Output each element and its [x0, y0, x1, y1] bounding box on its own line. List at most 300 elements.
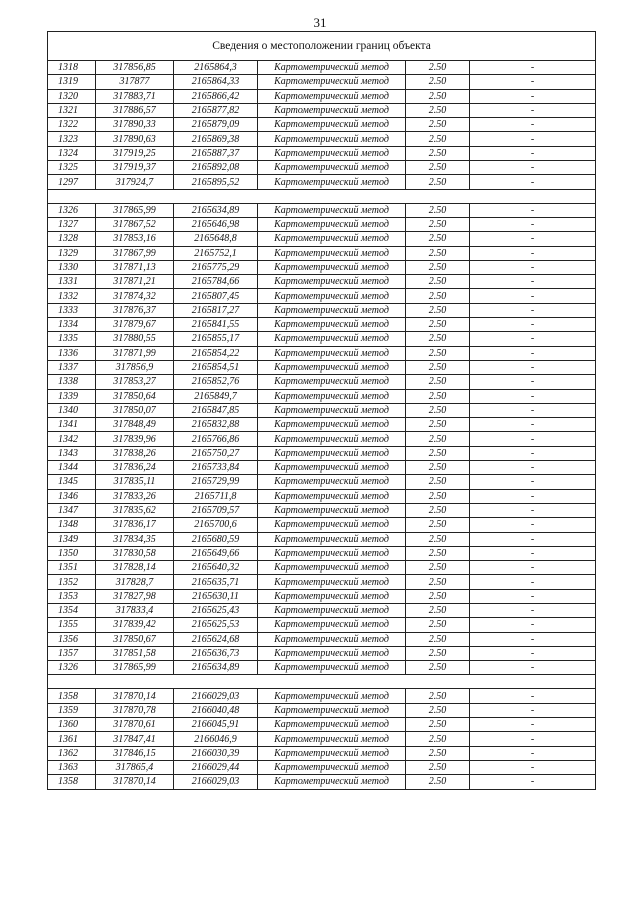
table-row: [48, 260, 596, 274]
y-coordinate-cell: 2165877,82: [174, 103, 258, 117]
description-cell: -: [470, 775, 596, 789]
description-cell: -: [470, 246, 596, 260]
description-cell: -: [470, 318, 596, 332]
accuracy-cell: 2.50: [406, 346, 470, 360]
table-row: [48, 503, 596, 517]
point-number-cell: 1322: [48, 118, 96, 132]
y-coordinate-cell: 2165784,66: [174, 275, 258, 289]
y-coordinate-cell: 2165729,99: [174, 475, 258, 489]
description-cell: -: [470, 632, 596, 646]
y-coordinate-cell: 2165648,8: [174, 232, 258, 246]
y-coordinate-cell: 2166046,9: [174, 732, 258, 746]
accuracy-cell: 2.50: [406, 760, 470, 774]
x-coordinate-cell: 317883,71: [96, 89, 174, 103]
y-coordinate-cell: 2165646,98: [174, 217, 258, 231]
table-row: [48, 61, 596, 75]
method-cell: Картометрический метод: [258, 732, 406, 746]
accuracy-cell: 2.50: [406, 260, 470, 274]
x-coordinate-cell: 317924,7: [96, 175, 174, 189]
accuracy-cell: 2.50: [406, 603, 470, 617]
table-row: [48, 418, 596, 432]
description-cell: -: [470, 489, 596, 503]
method-cell: Картометрический метод: [258, 446, 406, 460]
description-cell: -: [470, 346, 596, 360]
description-cell: -: [470, 760, 596, 774]
title-row: [48, 32, 596, 61]
table-row: [48, 232, 596, 246]
table-row: [48, 103, 596, 117]
y-coordinate-cell: 2165733,84: [174, 461, 258, 475]
table-row: [48, 760, 596, 774]
description-cell: -: [470, 732, 596, 746]
accuracy-cell: 2.50: [406, 446, 470, 460]
accuracy-cell: 2.50: [406, 432, 470, 446]
page-number: 31: [313, 15, 327, 30]
point-number-cell: 1326: [48, 203, 96, 217]
table-row: [48, 432, 596, 446]
method-cell: Картометрический метод: [258, 289, 406, 303]
description-cell: -: [470, 475, 596, 489]
x-coordinate-cell: 317850,64: [96, 389, 174, 403]
x-coordinate-cell: 317865,99: [96, 661, 174, 675]
point-number-cell: 1297: [48, 175, 96, 189]
method-cell: Картометрический метод: [258, 318, 406, 332]
method-cell: Картометрический метод: [258, 332, 406, 346]
x-coordinate-cell: 317839,96: [96, 432, 174, 446]
y-coordinate-cell: 2165636,73: [174, 646, 258, 660]
x-coordinate-cell: 317850,67: [96, 632, 174, 646]
x-coordinate-cell: 317871,21: [96, 275, 174, 289]
point-number-cell: 1328: [48, 232, 96, 246]
accuracy-cell: 2.50: [406, 303, 470, 317]
point-number-cell: 1357: [48, 646, 96, 660]
table-row: [48, 732, 596, 746]
point-number-cell: 1318: [48, 61, 96, 75]
method-cell: Картометрический метод: [258, 575, 406, 589]
point-number-cell: 1325: [48, 161, 96, 175]
x-coordinate-cell: 317876,37: [96, 303, 174, 317]
accuracy-cell: 2.50: [406, 775, 470, 789]
description-cell: -: [470, 275, 596, 289]
y-coordinate-cell: 2165625,43: [174, 603, 258, 617]
description-cell: -: [470, 175, 596, 189]
point-number-cell: 1324: [48, 146, 96, 160]
method-cell: Картометрический метод: [258, 346, 406, 360]
accuracy-cell: 2.50: [406, 61, 470, 75]
point-number-cell: 1341: [48, 418, 96, 432]
description-cell: -: [470, 360, 596, 374]
table-row: [48, 132, 596, 146]
accuracy-cell: 2.50: [406, 632, 470, 646]
y-coordinate-cell: 2165634,89: [174, 203, 258, 217]
table-row: [48, 446, 596, 460]
accuracy-cell: 2.50: [406, 503, 470, 517]
table-row: [48, 289, 596, 303]
point-number-cell: 1326: [48, 661, 96, 675]
description-cell: -: [470, 289, 596, 303]
description-cell: -: [470, 161, 596, 175]
accuracy-cell: 2.50: [406, 646, 470, 660]
accuracy-cell: 2.50: [406, 589, 470, 603]
accuracy-cell: 2.50: [406, 246, 470, 260]
table-row: [48, 360, 596, 374]
method-cell: Картометрический метод: [258, 403, 406, 417]
description-cell: -: [470, 589, 596, 603]
table-row: [48, 275, 596, 289]
description-cell: -: [470, 718, 596, 732]
point-number-cell: 1348: [48, 518, 96, 532]
table-row: [48, 618, 596, 632]
table-row: [48, 146, 596, 160]
y-coordinate-cell: 2166030,39: [174, 746, 258, 760]
method-cell: Картометрический метод: [258, 518, 406, 532]
accuracy-cell: 2.50: [406, 689, 470, 703]
accuracy-cell: 2.50: [406, 461, 470, 475]
y-coordinate-cell: 2165640,32: [174, 561, 258, 575]
accuracy-cell: 2.50: [406, 332, 470, 346]
point-number-cell: 1338: [48, 375, 96, 389]
x-coordinate-cell: 317853,16: [96, 232, 174, 246]
y-coordinate-cell: 2165879,09: [174, 118, 258, 132]
method-cell: Картометрический метод: [258, 360, 406, 374]
method-cell: Картометрический метод: [258, 260, 406, 274]
point-number-cell: 1330: [48, 260, 96, 274]
description-cell: -: [470, 232, 596, 246]
x-coordinate-cell: 317874,32: [96, 289, 174, 303]
table-row: [48, 646, 596, 660]
accuracy-cell: 2.50: [406, 318, 470, 332]
accuracy-cell: 2.50: [406, 203, 470, 217]
x-coordinate-cell: 317847,41: [96, 732, 174, 746]
y-coordinate-cell: 2165864,3: [174, 61, 258, 75]
method-cell: Картометрический метод: [258, 103, 406, 117]
x-coordinate-cell: 317828,7: [96, 575, 174, 589]
description-cell: -: [470, 132, 596, 146]
point-number-cell: 1334: [48, 318, 96, 332]
y-coordinate-cell: 2165847,85: [174, 403, 258, 417]
method-cell: Картометрический метод: [258, 175, 406, 189]
point-number-cell: 1343: [48, 446, 96, 460]
accuracy-cell: 2.50: [406, 746, 470, 760]
x-coordinate-cell: 317865,99: [96, 203, 174, 217]
table-row: [48, 475, 596, 489]
method-cell: Картометрический метод: [258, 632, 406, 646]
x-coordinate-cell: 317867,52: [96, 217, 174, 231]
y-coordinate-cell: 2165700,6: [174, 518, 258, 532]
accuracy-cell: 2.50: [406, 532, 470, 546]
description-cell: -: [470, 89, 596, 103]
description-cell: -: [470, 532, 596, 546]
point-number-cell: 1360: [48, 718, 96, 732]
y-coordinate-cell: 2166040,48: [174, 703, 258, 717]
table-row: [48, 461, 596, 475]
x-coordinate-cell: 317846,15: [96, 746, 174, 760]
description-cell: -: [470, 703, 596, 717]
accuracy-cell: 2.50: [406, 103, 470, 117]
method-cell: Картометрический метод: [258, 603, 406, 617]
y-coordinate-cell: 2165635,71: [174, 575, 258, 589]
table-row: [48, 161, 596, 175]
table-row: [48, 246, 596, 260]
accuracy-cell: 2.50: [406, 275, 470, 289]
method-cell: Картометрический метод: [258, 118, 406, 132]
y-coordinate-cell: 2165892,08: [174, 161, 258, 175]
description-cell: -: [470, 260, 596, 274]
accuracy-cell: 2.50: [406, 232, 470, 246]
y-coordinate-cell: 2165807,45: [174, 289, 258, 303]
description-cell: -: [470, 575, 596, 589]
y-coordinate-cell: 2165869,38: [174, 132, 258, 146]
x-coordinate-cell: 317856,9: [96, 360, 174, 374]
method-cell: Картометрический метод: [258, 561, 406, 575]
x-coordinate-cell: 317871,99: [96, 346, 174, 360]
y-coordinate-cell: 2165841,55: [174, 318, 258, 332]
table-row: [48, 389, 596, 403]
description-cell: -: [470, 518, 596, 532]
description-cell: -: [470, 389, 596, 403]
description-cell: -: [470, 561, 596, 575]
x-coordinate-cell: 317870,61: [96, 718, 174, 732]
x-coordinate-cell: 317877: [96, 75, 174, 89]
y-coordinate-cell: 2166045,91: [174, 718, 258, 732]
table-row: [48, 532, 596, 546]
method-cell: Картометрический метод: [258, 746, 406, 760]
description-cell: -: [470, 146, 596, 160]
y-coordinate-cell: 2165680,59: [174, 532, 258, 546]
method-cell: Картометрический метод: [258, 546, 406, 560]
method-cell: Картометрический метод: [258, 389, 406, 403]
description-cell: -: [470, 375, 596, 389]
accuracy-cell: 2.50: [406, 618, 470, 632]
y-coordinate-cell: 2165624,68: [174, 632, 258, 646]
table-row: [48, 561, 596, 575]
point-number-cell: 1347: [48, 503, 96, 517]
accuracy-cell: 2.50: [406, 146, 470, 160]
accuracy-cell: 2.50: [406, 546, 470, 560]
method-cell: Картометрический метод: [258, 161, 406, 175]
table-row: [48, 632, 596, 646]
x-coordinate-cell: 317880,55: [96, 332, 174, 346]
accuracy-cell: 2.50: [406, 475, 470, 489]
point-number-cell: 1344: [48, 461, 96, 475]
x-coordinate-cell: 317827,98: [96, 589, 174, 603]
description-cell: -: [470, 118, 596, 132]
separator-cell: [48, 189, 596, 203]
description-cell: -: [470, 203, 596, 217]
point-number-cell: 1363: [48, 760, 96, 774]
accuracy-cell: 2.50: [406, 217, 470, 231]
point-number-cell: 1320: [48, 89, 96, 103]
table-row: [48, 703, 596, 717]
method-cell: Картометрический метод: [258, 146, 406, 160]
table-row: [48, 575, 596, 589]
point-number-cell: 1359: [48, 703, 96, 717]
x-coordinate-cell: 317838,26: [96, 446, 174, 460]
point-number-cell: 1323: [48, 132, 96, 146]
boundary-table: [47, 31, 596, 790]
y-coordinate-cell: 2166029,03: [174, 775, 258, 789]
method-cell: Картометрический метод: [258, 232, 406, 246]
description-cell: -: [470, 403, 596, 417]
accuracy-cell: 2.50: [406, 89, 470, 103]
x-coordinate-cell: 317870,14: [96, 775, 174, 789]
accuracy-cell: 2.50: [406, 161, 470, 175]
y-coordinate-cell: 2165625,53: [174, 618, 258, 632]
point-number-cell: 1345: [48, 475, 96, 489]
y-coordinate-cell: 2165750,27: [174, 446, 258, 460]
x-coordinate-cell: 317879,67: [96, 318, 174, 332]
table-row: [48, 217, 596, 231]
y-coordinate-cell: 2165766,86: [174, 432, 258, 446]
accuracy-cell: 2.50: [406, 518, 470, 532]
y-coordinate-cell: 2165709,57: [174, 503, 258, 517]
y-coordinate-cell: 2166029,44: [174, 760, 258, 774]
description-cell: -: [470, 746, 596, 760]
y-coordinate-cell: 2165849,7: [174, 389, 258, 403]
method-cell: Картометрический метод: [258, 418, 406, 432]
separator-cell: [48, 675, 596, 689]
x-coordinate-cell: 317833,4: [96, 603, 174, 617]
table-row: [48, 589, 596, 603]
accuracy-cell: 2.50: [406, 489, 470, 503]
point-number-cell: 1349: [48, 532, 96, 546]
x-coordinate-cell: 317848,49: [96, 418, 174, 432]
method-cell: Картометрический метод: [258, 475, 406, 489]
point-number-cell: 1339: [48, 389, 96, 403]
table-title: Сведения о местоположении границ объекта: [48, 32, 596, 61]
description-cell: -: [470, 103, 596, 117]
table-row: [48, 775, 596, 789]
x-coordinate-cell: 317834,35: [96, 532, 174, 546]
y-coordinate-cell: 2165854,22: [174, 346, 258, 360]
table-row: [48, 203, 596, 217]
point-number-cell: 1358: [48, 689, 96, 703]
point-number-cell: 1356: [48, 632, 96, 646]
method-cell: Картометрический метод: [258, 61, 406, 75]
table-row: [48, 546, 596, 560]
method-cell: Картометрический метод: [258, 646, 406, 660]
x-coordinate-cell: 317850,07: [96, 403, 174, 417]
x-coordinate-cell: 317886,57: [96, 103, 174, 117]
accuracy-cell: 2.50: [406, 389, 470, 403]
y-coordinate-cell: 2165775,29: [174, 260, 258, 274]
y-coordinate-cell: 2165832,88: [174, 418, 258, 432]
table-row: [48, 518, 596, 532]
x-coordinate-cell: 317890,63: [96, 132, 174, 146]
accuracy-cell: 2.50: [406, 575, 470, 589]
x-coordinate-cell: 317836,17: [96, 518, 174, 532]
method-cell: Картометрический метод: [258, 275, 406, 289]
description-cell: -: [470, 217, 596, 231]
description-cell: -: [470, 432, 596, 446]
description-cell: -: [470, 418, 596, 432]
y-coordinate-cell: 2165852,76: [174, 375, 258, 389]
table-row: [48, 746, 596, 760]
y-coordinate-cell: 2165864,33: [174, 75, 258, 89]
method-cell: Картометрический метод: [258, 489, 406, 503]
method-cell: Картометрический метод: [258, 661, 406, 675]
group-separator: [48, 675, 596, 689]
method-cell: Картометрический метод: [258, 703, 406, 717]
accuracy-cell: 2.50: [406, 561, 470, 575]
method-cell: Картометрический метод: [258, 589, 406, 603]
method-cell: Картометрический метод: [258, 718, 406, 732]
table-row: [48, 403, 596, 417]
x-coordinate-cell: 317835,62: [96, 503, 174, 517]
table-row: [48, 332, 596, 346]
method-cell: Картометрический метод: [258, 432, 406, 446]
point-number-cell: 1331: [48, 275, 96, 289]
description-cell: -: [470, 332, 596, 346]
description-cell: -: [470, 689, 596, 703]
method-cell: Картометрический метод: [258, 217, 406, 231]
accuracy-cell: 2.50: [406, 132, 470, 146]
table-row: [48, 346, 596, 360]
description-cell: -: [470, 75, 596, 89]
method-cell: Картометрический метод: [258, 760, 406, 774]
point-number-cell: 1358: [48, 775, 96, 789]
point-number-cell: 1333: [48, 303, 96, 317]
accuracy-cell: 2.50: [406, 703, 470, 717]
y-coordinate-cell: 2165887,37: [174, 146, 258, 160]
x-coordinate-cell: 317836,24: [96, 461, 174, 475]
point-number-cell: 1329: [48, 246, 96, 260]
point-number-cell: 1354: [48, 603, 96, 617]
point-number-cell: 1346: [48, 489, 96, 503]
point-number-cell: 1353: [48, 589, 96, 603]
description-cell: -: [470, 603, 596, 617]
description-cell: -: [470, 461, 596, 475]
y-coordinate-cell: 2165649,66: [174, 546, 258, 560]
method-cell: Картометрический метод: [258, 461, 406, 475]
x-coordinate-cell: 317856,85: [96, 61, 174, 75]
accuracy-cell: 2.50: [406, 75, 470, 89]
table-row: [48, 603, 596, 617]
description-cell: -: [470, 303, 596, 317]
accuracy-cell: 2.50: [406, 718, 470, 732]
table-row: [48, 318, 596, 332]
method-cell: Картометрический метод: [258, 775, 406, 789]
accuracy-cell: 2.50: [406, 175, 470, 189]
description-cell: -: [470, 446, 596, 460]
x-coordinate-cell: 317839,42: [96, 618, 174, 632]
point-number-cell: 1350: [48, 546, 96, 560]
table-row: [48, 303, 596, 317]
y-coordinate-cell: 2165817,27: [174, 303, 258, 317]
method-cell: Картометрический метод: [258, 203, 406, 217]
y-coordinate-cell: 2165752,1: [174, 246, 258, 260]
description-cell: -: [470, 646, 596, 660]
method-cell: Картометрический метод: [258, 132, 406, 146]
x-coordinate-cell: 317871,13: [96, 260, 174, 274]
accuracy-cell: 2.50: [406, 289, 470, 303]
method-cell: Картометрический метод: [258, 532, 406, 546]
table-row: [48, 718, 596, 732]
point-number-cell: 1340: [48, 403, 96, 417]
y-coordinate-cell: 2165895,52: [174, 175, 258, 189]
description-cell: -: [470, 61, 596, 75]
point-number-cell: 1337: [48, 360, 96, 374]
x-coordinate-cell: 317851,58: [96, 646, 174, 660]
x-coordinate-cell: 317870,14: [96, 689, 174, 703]
y-coordinate-cell: 2165866,42: [174, 89, 258, 103]
table-row: [48, 89, 596, 103]
method-cell: Картометрический метод: [258, 375, 406, 389]
accuracy-cell: 2.50: [406, 360, 470, 374]
accuracy-cell: 2.50: [406, 661, 470, 675]
accuracy-cell: 2.50: [406, 118, 470, 132]
point-number-cell: 1336: [48, 346, 96, 360]
